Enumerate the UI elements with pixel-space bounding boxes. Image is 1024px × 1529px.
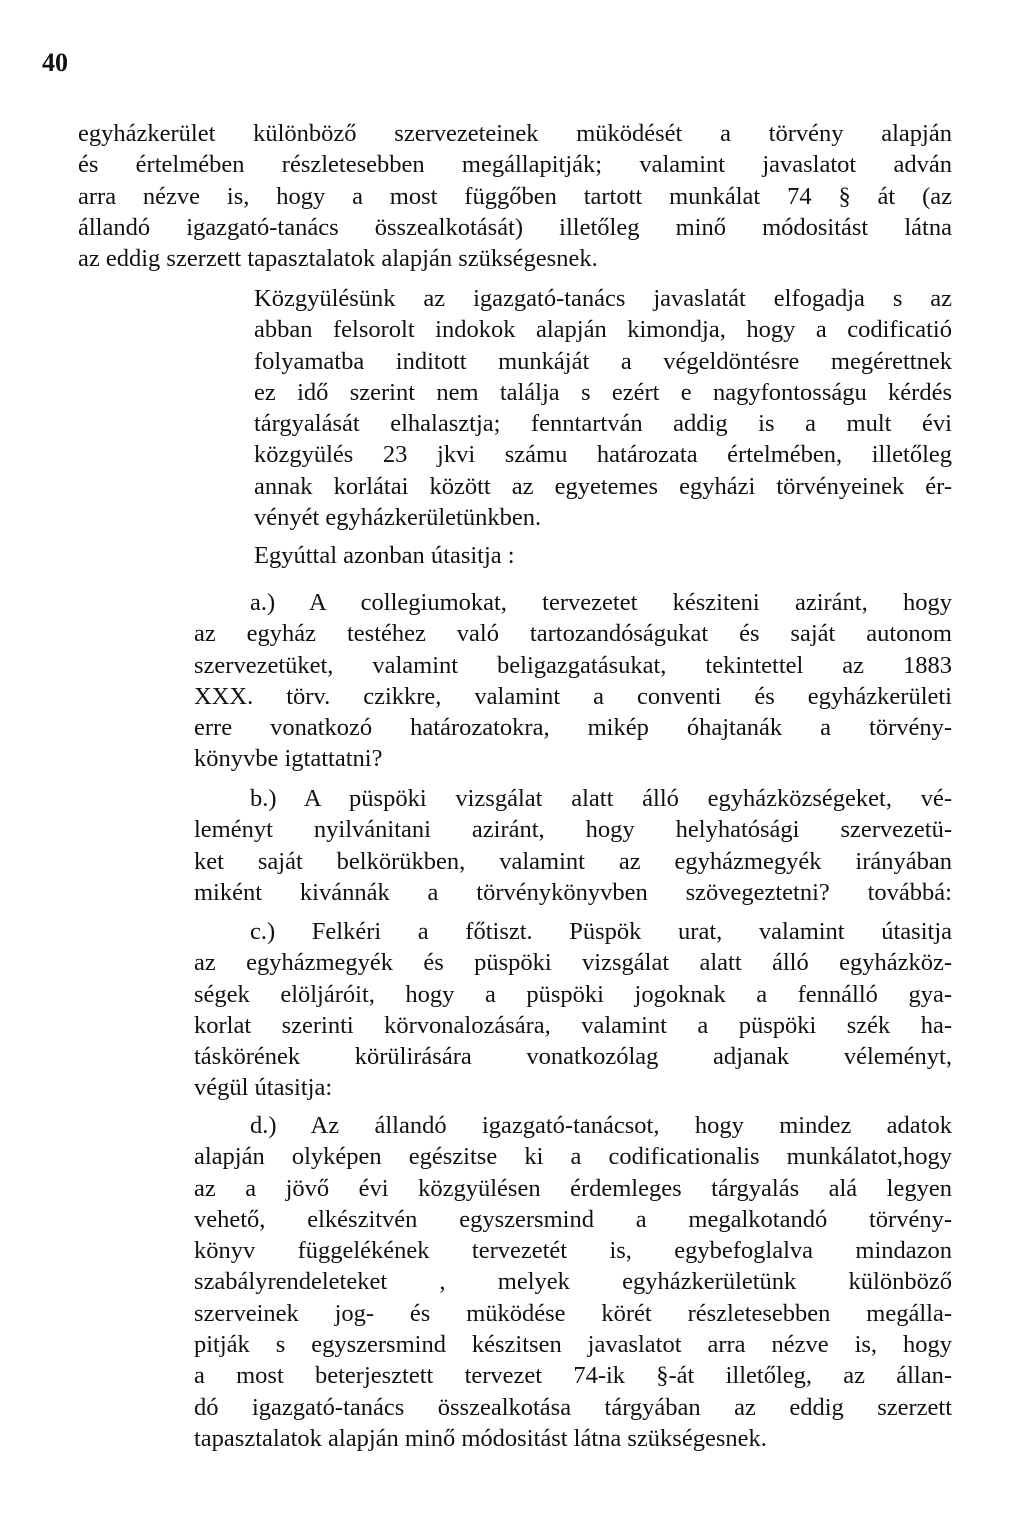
text-line: arra nézve is, hogy a most függőben tartott munkálat 74 § át (az: [78, 182, 952, 210]
text-line: az egyház testéhez való tartozandóságukat és saját autonom: [194, 620, 952, 648]
text-line: állandó igazgató-tanács összealkotását) illetőleg minő módositást látna: [78, 213, 952, 241]
text-line: táskörének körülirására vonatkozólag adjanak véleményt,: [194, 1043, 952, 1071]
text-line: Közgyülésünk az igazgató-tanács javaslatát elfogadja s az: [254, 285, 952, 312]
paragraph-d: [78, 1110, 952, 1454]
text-line: az egyházmegyék és püspöki vizsgálat alatt álló egyházköz-: [194, 949, 952, 977]
paragraph-b: [78, 783, 952, 908]
text-line: végül útasitja:: [194, 1074, 333, 1102]
text-line: egyházkerület különböző szervezeteinek müködését a törvény alapján: [78, 120, 952, 147]
text-line: b.) A püspöki vizsgálat alatt álló egyházközségeket, vé-: [250, 785, 952, 812]
text-line: folyamatba inditott munkáját a végeldöntésre megérettnek: [254, 347, 952, 375]
text-line: és értelmében részletesebben megállapitják; valamint javaslatot adván: [78, 151, 952, 179]
text-line: a most beterjesztett tervezet 74-ik §-át illetőleg, az állan-: [194, 1362, 952, 1390]
text-line: dó igazgató-tanács összealkotása tárgyában az eddig szerzett: [194, 1393, 952, 1421]
text-line: miként kivánnák a törvénykönyvben szövegeztetni? továbbá:: [194, 878, 952, 906]
text-line: abban felsorolt indokok alapján kimondja, hogy a codificatió: [254, 316, 952, 344]
paragraph-2: [78, 283, 952, 533]
text-line: vehető, elkészitvén egyszersmind a megalkotandó törvény-: [194, 1205, 952, 1233]
text-line: c.) Felkéri a főtiszt. Püspök urat, valamint útasitja: [250, 918, 952, 945]
text-line: szabályrendeleteket , melyek egyházkerületünk különböző: [194, 1268, 952, 1296]
text-line: tapasztalatok alapján minő módositást látna szükségesnek.: [194, 1424, 767, 1452]
paragraph-c: [78, 916, 952, 1104]
text-line: erre vonatkozó határozatokra, mikép óhajtanák a törvény-: [194, 714, 952, 742]
text-line: szervezetüket, valamint beligazgatásukat, tekintettel az 1883: [194, 651, 952, 679]
text-line: Egyúttal azonban útasitja :: [254, 542, 515, 569]
text-line: ségek elöljáróit, hogy a püspöki jogoknak a fennálló gya-: [194, 980, 952, 1008]
text-line: XXX. törv. czikkre, valamint a conventi és egyházkerületi: [194, 682, 952, 710]
text-line: a.) A collegiumokat, tervezetet késziteni aziránt, hogy: [250, 589, 952, 616]
text-line: pitják s egyszersmind készitsen javaslatot arra nézve is, hogy: [194, 1331, 952, 1359]
text-line: leményt nyilvánitani aziránt, hogy helyhatósági szervezetü-: [194, 816, 952, 844]
text-line: d.) Az állandó igazgató-tanácsot, hogy mindez adatok: [250, 1112, 952, 1139]
text-line: szerveinek jog- és müködése körét részletesebben megálla-: [194, 1299, 952, 1327]
text-line: alapján olyképen egészitse ki a codificationalis munkálatot,hogy: [194, 1143, 952, 1171]
text-line: könyvbe igtattatni?: [194, 745, 383, 773]
text-line: az eddig szerzett tapasztalatok alapján szükségesnek.: [78, 245, 598, 273]
text-line: közgyülés 23 jkvi számu határozata értelmében, illetőleg: [254, 441, 952, 469]
text-line: korlat szerinti körvonalozására, valamint a püspöki szék ha-: [194, 1011, 952, 1039]
text-line: tárgyalását elhalasztja; fenntartván addig is a mult évi: [254, 410, 952, 438]
paragraph-a: [78, 587, 952, 775]
text-line: könyv függelékének tervezetét is, egybefoglalva mindazon: [194, 1237, 952, 1265]
page-number: 40: [42, 48, 68, 77]
paragraph-3: [78, 540, 952, 571]
text-line: ez idő szerint nem találja s ezért e nagyfontosságu kérdés: [254, 378, 952, 406]
text-line: vényét egyházkerületünkben.: [254, 504, 542, 532]
paragraph-1: [78, 118, 952, 274]
text-line: ket saját belkörükben, valamint az egyházmegyék irányában: [194, 847, 952, 875]
text-line: az a jövő évi közgyülésen érdemleges tárgyalás alá legyen: [194, 1174, 952, 1202]
text-line: annak korlátai között az egyetemes egyházi törvényeinek ér-: [254, 472, 952, 500]
